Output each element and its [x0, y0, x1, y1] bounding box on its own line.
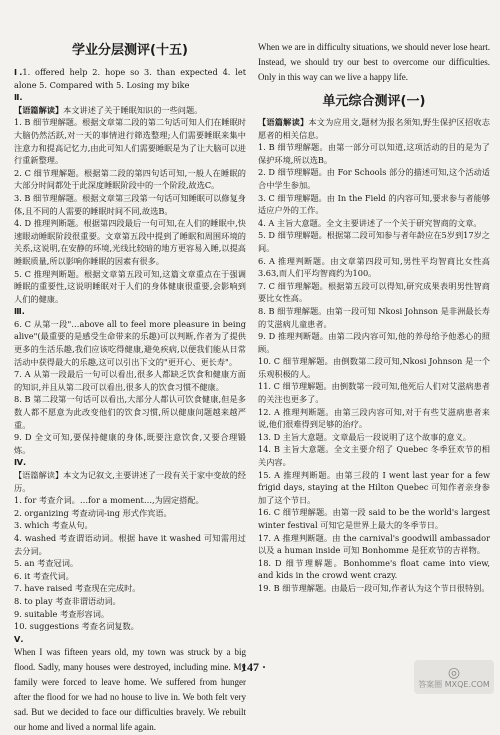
- right-answer-4: 4. A 主旨大意题。全文主要讲述了一个关于研究智商的文章。: [258, 217, 482, 228]
- right-answer-1: 1. B 细节理解题。由第一部分可以知道,这项活动的目的是为了保护环境,所以选B。: [258, 142, 490, 165]
- fill-3: 3. which 考查从句。: [14, 520, 93, 531]
- fill-4: 4. washed 考查谓语动词。根据 have it washed 可知需用过去分词。: [14, 532, 246, 556]
- answer-8: 8. B 第二段第一句话可以看出,大部分人都认可饮食健康,但是多数人都不愿意为此改变他们的饮食习惯,所以健康问题越来越严重。: [14, 394, 246, 430]
- right-answer-9: 9. D 推理判断题。由第二段内容可知,他的养母给予他悉心的照顾。: [258, 331, 490, 354]
- watermark-logo: ◎ 答案圈 MXQE.COM: [414, 660, 494, 694]
- right-answer-19: 19. B 细节理解题。由最后一段可知,作者认为这个节日很特别。: [258, 582, 490, 593]
- right-answer-15: 15. A 推理判断题。由第三段的 I went last year for a few frigid days, staying at the Hilton Quebec 可知作者亲身参加了这个节日。: [258, 469, 490, 505]
- section-title-15: 学业分层测评(十五): [72, 43, 188, 58]
- answer-4: 4. D 推理判断题。根据第四段最后一句可知,在人们的睡眠中,快速眼动睡眠阶段很重要。文章第五段中提到了睡眠和周围环境的关系,这说明,在安静的环境,光线比较暗的地方更容易入睡,以提高睡眠质量,所以影响你睡眠的因素有很多。: [14, 218, 246, 266]
- passage-intro: 【语篇解读】本文讲述了关于睡眠知识的一些问题。: [14, 104, 203, 115]
- stamp-icon: ◎: [447, 665, 461, 681]
- answer-5: 5. C 推理判断题。根据文章第五段可知,这篇文章重点在于强调睡眠的重要性,这说明睡眠对于人们的身体健康很重要,会影响到人们的健康。: [14, 268, 246, 304]
- part1-items: Ⅰ.1. offered help 2. hope so 3. than expected 4. let alone 5. Compared with 5. Losing my bike: [14, 67, 246, 90]
- right-answer-6: 6. A 推理判断题。由文章第四段可知,男性平均智商比女性高3.63,而人们平均智商约为100。: [258, 255, 490, 279]
- right-answer-16: 16. C 细节理解题。由第一段 said to be the world's largest winter festival 可知它是世界上最大的冬季节日。: [258, 507, 490, 530]
- right-answer-2: 2. D 细节理解题。由 For Schools 部分的描述可知,这个活动适合中学生参加。: [258, 167, 490, 190]
- right-answer-18: 18. D 细节理解题。Bonhomme's float came into view, and kids in the crowd went crazy.: [258, 557, 490, 581]
- part2-header: Ⅱ.: [14, 92, 23, 103]
- essay-correction: When I was fifteen years old, my town was struck by a big flood. Sadly, many houses were destroyed, including mine. My family were forced to leave home. We suffered from hunger after the flood for we had no house to live in. We both felt very sad. But we decided to face our difficulties bravely. We rebuilt our home and lived a normal life again.: [14, 647, 246, 733]
- fill-9: 9. suitable 考查形容词。: [14, 608, 110, 619]
- fill-10: 10. suggestions 考查名词复数。: [14, 621, 139, 632]
- right-answer-5: 5. D 细节理解题。根据第二段可知参与者年龄应在5岁到17岁之间。: [258, 230, 490, 253]
- fill-5: 5. an 考查冠词。: [14, 558, 79, 569]
- answer-9: 9. D 全文可知,要保持健康的身体,既要注意饮食,又要合理锻炼。: [14, 432, 246, 455]
- passage-intro-right: 【语篇解读】本文为应用文,题材为报名须知,野生保护区招收志愿者的相关信息。: [258, 117, 490, 140]
- right-answer-3: 3. C 细节理解题。由 In the Field 的内容可知,要求参与者能够适应户外的工作。: [258, 192, 490, 216]
- answer-2: 2. C 细节理解题。根据第二段的第四句话可知,一般人在睡眠的大部分时间都处于此深度睡眠阶段中的一个阶段,故选C。: [14, 167, 246, 191]
- fill-7: 7. have raised 考查现在完成时。: [14, 583, 141, 594]
- left-column: [14, 30, 246, 735]
- right-answer-7: 7. C 细节理解题。根据第五段可以得知,研究成果表明男性智商要比女性高。: [258, 280, 490, 304]
- answer-6: 6. C 从第一段"…above all to feel more pleasure in being alive"(最重要的是感受生命带来的乐趣)可以判断,作者为了提供更多的生活乐趣,我们应该吃得健康,避免疾病,以便我们能从日常活动中获得最大的乐趣,这可以引出下文的"更开心、更长寿"。: [14, 318, 246, 367]
- right-answer-17: 17. A 推理判断题。由 the carnival's goodwill ambassador 以及 a human inside 可知 Bonhomme 是狂欢节的吉祥物。: [258, 532, 490, 556]
- part3-header: Ⅲ.: [14, 306, 25, 317]
- passage-intro-2: 【语篇解读】本文为记叙文,主要讲述了一段有关于家中变故的经历。: [14, 470, 246, 493]
- part5-header: Ⅴ.: [14, 633, 24, 644]
- essay-continuation: When we are in difficulty situations, we should never lose heart. Instead, we should try our best to overcome our difficulties. Only in this way can we live a happy life.: [258, 42, 490, 82]
- page-number: · 147 ·: [233, 660, 266, 674]
- answer-3: 3. B 细节理解题。根据文章第三段第一句话可知睡眠可以修复身体,且不同的人需要的睡眠时间不同,故选B。: [14, 192, 246, 216]
- answer-1: 1. B 细节理解题。根据文章第二段的第二句话可知人们在睡眠时大脑仍然活跃,对一天的事情进行筛选整理;人们需要睡眠来集中注意力和提高记忆力,由此可知人们需要睡眠是为了让大脑可以进行重新整理。: [14, 117, 246, 166]
- fill-8: 8. to play 考查非谓语动词。: [14, 595, 121, 606]
- right-answer-11: 11. C 细节理解题。由倒数第一段可知,他死后人们对艾滋病患者的关注也更多了。: [258, 381, 490, 405]
- section-title-unit-1: 单元综合测评(一): [322, 94, 426, 109]
- right-answer-12: 12. A 推理判断题。由第三段内容可知,对于有些艾滋病患者来说,他们很难得到足够的治疗。: [258, 406, 490, 430]
- right-answer-13: 13. D 主旨大意题。文章最后一段说明了这个故事的意义。: [258, 431, 472, 442]
- fill-6: 6. it 考查代词。: [14, 570, 74, 581]
- answer-7: 7. A 从第一段最后一句可以看出,很多人都缺乏饮食和健康方面的知识,并且从第二段可以看出,很多人的饮食习惯不健康。: [14, 369, 246, 392]
- part4-header: Ⅳ.: [14, 457, 27, 468]
- right-column: [258, 40, 490, 595]
- right-answer-14: 14. B 主旨大意题。全文主要介绍了 Quebec 冬季狂欢节的相关内容。: [258, 444, 490, 468]
- right-answer-10: 10. C 细节理解题。由倒数第二段可知,Nkosi Johnson 是一个乐观积极的人。: [258, 356, 490, 379]
- fill-2: 2. organizing 考查动词-ing 形式作宾语。: [14, 507, 172, 518]
- fill-1: 1. for 考查介词。…for a moment…,为固定搭配。: [14, 495, 204, 506]
- right-answer-8: 8. B 细节理解题。由第一段可知 Nkosi Johnson 是非洲最长寿的艾滋病儿童患者。: [258, 305, 490, 329]
